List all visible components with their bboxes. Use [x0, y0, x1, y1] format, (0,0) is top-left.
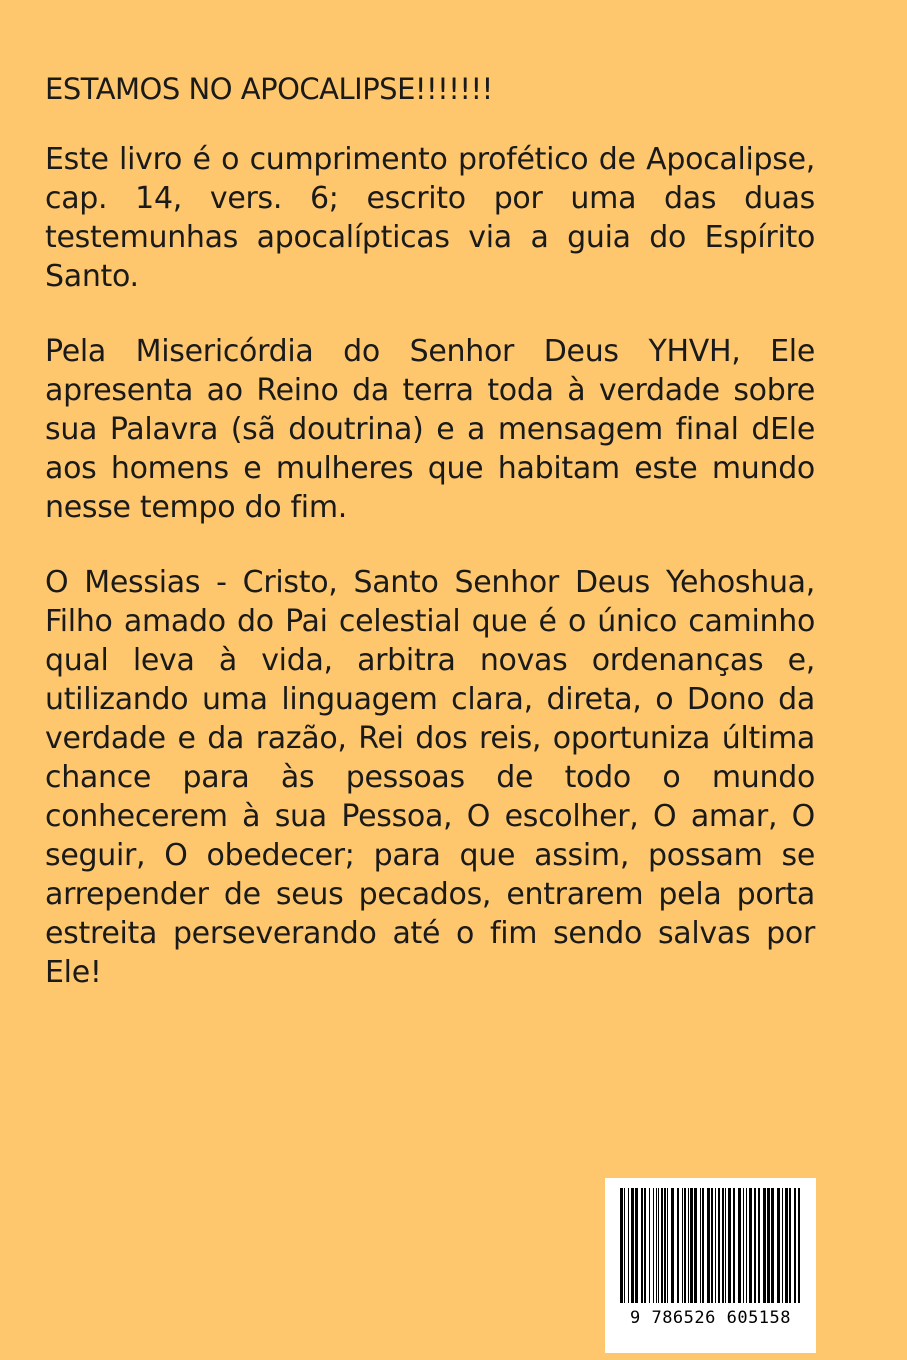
barcode-bar [635, 1188, 638, 1303]
barcode-bar [649, 1188, 650, 1303]
barcode-bar [754, 1188, 756, 1303]
barcode-bar [767, 1188, 770, 1303]
barcode-bar [782, 1188, 783, 1303]
barcode-bar [749, 1188, 752, 1303]
barcode-bar [641, 1188, 643, 1303]
barcode-bar [715, 1188, 716, 1303]
barcode-bar [700, 1188, 701, 1303]
barcode-bar [667, 1188, 668, 1303]
barcode-bar [738, 1188, 741, 1303]
barcode-bar [743, 1188, 744, 1303]
barcode-bar [631, 1188, 634, 1303]
barcode-bar [658, 1188, 659, 1303]
barcode-bar [728, 1188, 731, 1303]
barcode-bar [653, 1188, 654, 1303]
barcode-bar [628, 1188, 629, 1303]
isbn-barcode [605, 1178, 816, 1353]
barcode-bar [771, 1188, 774, 1303]
isbn-number: 9 786526 605158 [629, 1308, 792, 1328]
barcode-bar [785, 1188, 788, 1303]
barcode-bar [624, 1188, 625, 1303]
barcode-bar [789, 1188, 791, 1303]
barcode-bar [661, 1188, 663, 1303]
barcode-bar [694, 1188, 697, 1303]
barcode-bar [644, 1188, 646, 1303]
barcode-bar [777, 1188, 780, 1303]
paragraph-2: Pela Misericórdia do Senhor Deus YHVH, Ele apresenta ao Reino da terra toda à verdade sobre sua Palavra (sã doutrina) e a mensagem final dEle aos homens e mulheres que habitam este mundo nesse tempo do fim. [45, 334, 815, 525]
barcode-bar [688, 1188, 689, 1303]
barcode-bar [671, 1188, 674, 1303]
barcode-bar [677, 1188, 679, 1303]
barcode-bar [690, 1188, 693, 1303]
barcode-bar [722, 1188, 724, 1303]
barcode-bar [682, 1188, 683, 1303]
barcode-bar [794, 1188, 796, 1303]
barcode-bar [798, 1188, 800, 1303]
barcode-bar [702, 1188, 704, 1303]
barcode-bar [711, 1188, 713, 1303]
barcode-bar [763, 1188, 766, 1303]
paragraph-3: O Messias - Cristo, Santo Senhor Deus Yehoshua, Filho amado do Pai celestial que é o único caminho qual leva à vida, arbitra novas ordenanças e, utilizando uma linguagem clara, direta, o Dono da verdade e da razão, Rei dos reis, oportuniza última chance para às pessoas de todo o mundo conhecerem à sua Pessoa, O escolher, O amar, O seguir, O obedecer; para que assim, possam se arrepender de seus pecados, entrarem pela porta estreita perseverando até o fim sendo salvas por Ele! [45, 565, 815, 990]
barcode-bar [684, 1188, 686, 1303]
barcode-bar [758, 1188, 760, 1303]
barcode-bar [656, 1188, 657, 1303]
barcode-bar [733, 1188, 735, 1303]
paragraph-1: Este livro é o cumprimento profético de Apocalipse, cap. 14, vers. 6; escrito por uma das duas testemunhas apocalípticas via a guia do Espírito Santo. [45, 142, 815, 294]
back-cover-heading: ESTAMOS NO APOCALIPSE!!!!!!! [45, 72, 493, 106]
barcode-bars [620, 1188, 801, 1303]
back-cover-text [45, 70, 815, 1028]
barcode-bar [725, 1188, 726, 1303]
barcode-bar [707, 1188, 710, 1303]
barcode-bar [664, 1188, 666, 1303]
barcode-bar [718, 1188, 720, 1303]
barcode-bar [746, 1188, 747, 1303]
barcode-bar [620, 1188, 623, 1303]
